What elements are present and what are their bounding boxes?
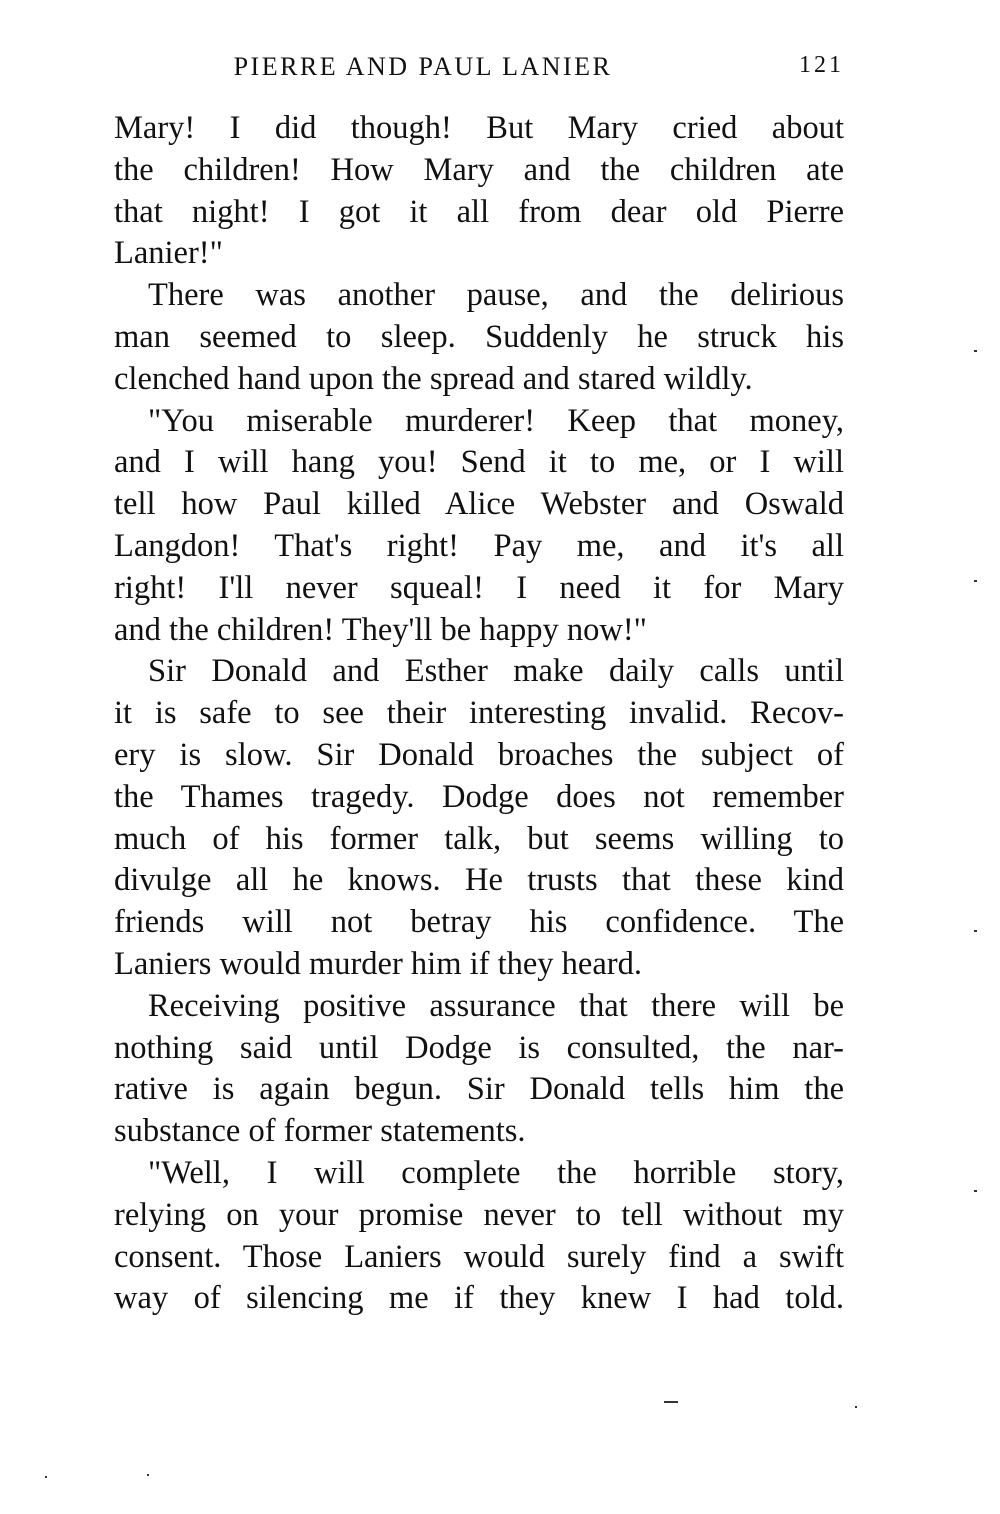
text-line: Mary! I did though! But Mary cried about <box>114 110 844 146</box>
text-line: Lanier!" <box>114 235 223 272</box>
text-line: right! I'll never squeal! I need it for Mary <box>114 569 844 606</box>
scan-speck <box>45 1476 47 1478</box>
text-line: and I will hang you! Send it to me, or I will <box>114 444 844 481</box>
text-line: tell how Paul killed Alice Webster and Oswald <box>114 486 844 523</box>
text-line: There was another pause, and the delirious <box>148 277 844 314</box>
text-line: friends will not betray his confidence. The <box>114 904 844 941</box>
running-title: PIERRE AND PAUL LANIER <box>233 52 613 81</box>
body-text <box>114 108 844 1320</box>
text-line: rative is again begun. Sir Donald tells him the <box>114 1071 844 1108</box>
scan-dash <box>664 1401 678 1403</box>
text-line: substance of former statements. <box>114 1113 526 1150</box>
text-line: "You miserable murderer! Keep that money, <box>148 402 844 439</box>
text-line: divulge all he knows. He trusts that these kind <box>114 862 844 899</box>
text-line: nothing said until Dodge is consulted, the nar- <box>114 1029 844 1066</box>
text-line: Langdon! That's right! Pay me, and it's all <box>114 527 844 564</box>
running-head <box>114 48 844 88</box>
text-line: Laniers would murder him if they heard. <box>114 945 642 982</box>
scan-speck <box>974 1190 977 1192</box>
text-line: Receiving positive assurance that there will be <box>148 987 844 1024</box>
scan-speck <box>974 580 977 582</box>
text-line: the children! How Mary and the children ate <box>114 151 844 188</box>
text-line: much of his former talk, but seems willing to <box>114 820 844 857</box>
scan-speck <box>974 350 977 352</box>
text-line: and the children! They'll be happy now!" <box>114 611 647 648</box>
scan-speck <box>974 930 977 932</box>
scan-speck <box>147 1474 149 1476</box>
text-line: Sir Donald and Esther make daily calls until <box>148 653 844 690</box>
text-line: way of silencing me if they knew I had told. <box>114 1280 844 1317</box>
text-line: relying on your promise never to tell without my <box>114 1196 844 1233</box>
text-line: ery is slow. Sir Donald broaches the subject of <box>114 736 844 773</box>
page-number: 121 <box>799 52 844 78</box>
text-line: consent. Those Laniers would surely find a swift <box>114 1238 844 1275</box>
text-line: the Thames tragedy. Dodge does not remember <box>114 778 844 815</box>
text-line: it is safe to see their interesting invalid. Recov- <box>114 695 844 732</box>
text-line: that night! I got it all from dear old Pierre <box>114 193 844 230</box>
text-line: man seemed to sleep. Suddenly he struck his <box>114 318 844 355</box>
text-line: "Well, I will complete the horrible story, <box>148 1154 844 1191</box>
text-line: clenched hand upon the spread and stared wildly. <box>114 360 753 397</box>
scan-speck <box>855 1406 857 1408</box>
